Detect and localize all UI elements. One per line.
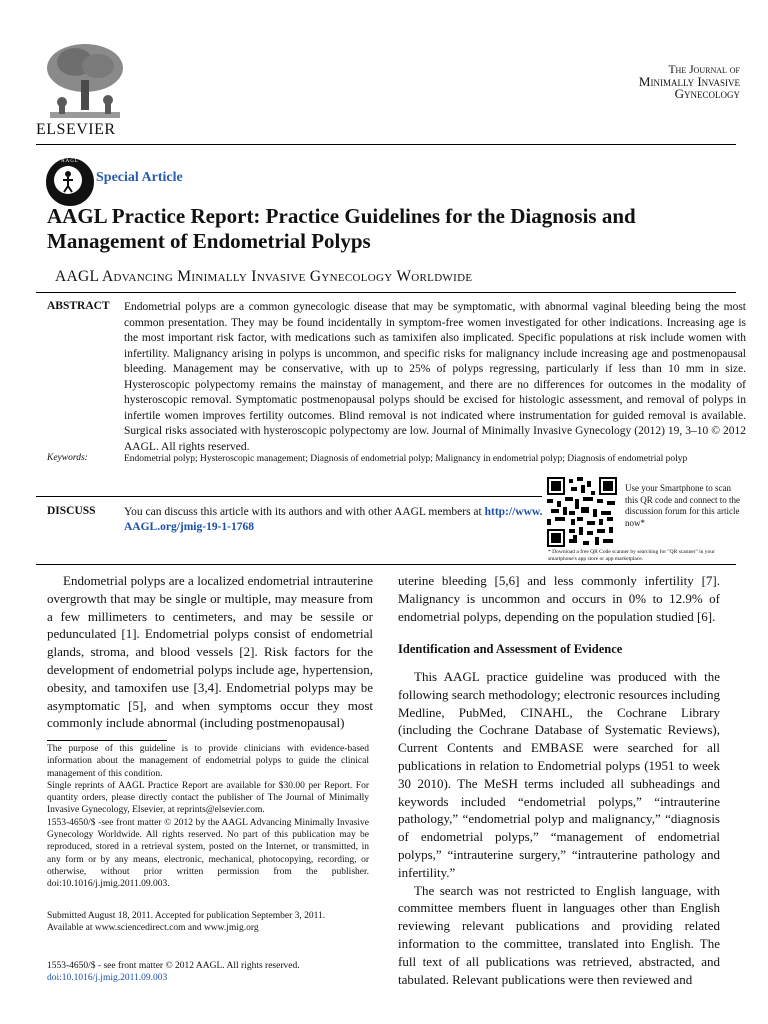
footnote-copyright: 1553-4650/$ -see front matter © 2012 by the AAGL Advancing Minimally Invasive Gynecology Worldwide. All rights reserved. No part of this publication may be reproduced, stored in a retrieval system, posted on the Internet, or transmitted, in any form or by any means, electronic, mechanical, photocopying, recording, or otherwise, without prior written permission from the publisher. doi:10.1016/j.jmig.2011.09.003. [47,817,369,890]
body-paragraph: Endometrial polyps are a localized endometrial intrauterine overgrowth that may be single or multiple, may measure from a few millimeters to centimeters, and may be sessile or pedunculated [1]. Endometrial polyps consist of endometrial glands, stroma, and blood vessels [2]. Risk factors for the development of endometrial polyps include age, hypertension, obesity, and tamoxifen use [3,4]. Endometrial polyps may be asymptomatic [5], and when symptoms occur they most commonly include abnormal (including postmenopausal) [47,573,373,731]
footnote-rule [47,740,167,741]
badge-text: AAGL [61,159,79,164]
body-left-column [47,572,373,732]
article-title: AAGL Practice Report: Practice Guidelines for the Diagnosis and Management of Endometrial Polyps [47,204,636,253]
article-type: Special Article [96,170,183,185]
footnote-reprints: Single reprints of AAGL Practice Report are available for $30.00 per Report. For quantity orders, please directly contact the publisher of The Journal of Minimally Invasive Gynecology, Elsevier, at reprints@elsevier.com. [47,780,369,816]
front-matter-line: 1553-4650/$ - see front matter © 2012 AAGL. All rights reserved. [47,961,300,971]
journal-line1: The Journal of [668,64,740,76]
submitted-dates: Submitted August 18, 2011. Accepted for publication September 3, 2011. [47,911,326,921]
author-rule [36,292,736,293]
footnotes [47,743,369,891]
discuss-intro: You can discuss this article with its authors and with other AAGL members at [124,506,485,518]
keywords-label: Keywords: [47,453,88,463]
figure-icon [54,166,82,194]
body-paragraph: uterine bleeding [5,6] and less commonly infertility [7]. Malignancy is uncommon and occurs in 0% to 12.9% of endometrial polyps, depending on the population studied [6]. [398,573,720,624]
doi-link[interactable]: doi:10.1016/j.jmig.2011.09.003 [47,973,168,984]
section-heading: Identification and Assessment of Evidence [398,642,623,656]
body-paragraph: This AAGL practice guideline was produced with the following search methodology; electronic resources including Medline, PubMed, CINAHL, the Cochrane Library (including the Cochrane Database of Systematic Reviews), Current Contents and EMBASE were searched for all publications in relation to Endometrial polyps (1951 to week 30 2010). The MeSH terms included all subheadings and keywords included “endometrial polyps,” “intrauterine pathology,” “endometrial polyp and malignancy,” “diagnosis of endometrial polyps,” “management of endometrial polyps,” “intrauterine surgery,” “intrauterine pathology and infertility.” [398,669,720,880]
front-matter [47,960,369,985]
footnote-purpose: The purpose of this guideline is to provide clinicians with evidence-based information about the management of endometrial polyps to guide the clinical management of this condition. [47,744,369,779]
body-right-column-top [398,572,720,625]
qr-instructions: Use your Smartphone to scan this QR code and connect to the discussion forum for this article now* [625,483,740,528]
keywords-text: Endometrial polyp; Hysteroscopic management; Diagnosis of endometrial polyp; Malignancy in endometrial polyp; Diagnosis of endometrial polyp [124,454,688,464]
discuss-label: DISCUSS [47,505,96,517]
discuss-rule-bottom [36,564,736,565]
header-rule [36,144,736,145]
body-paragraph: The search was not restricted to English language, with committee members fluent in languages other than English reviewing relevant publications and providing related information to the committee, translated into English. The full text of all publications was retrieved, abstracted, and tabulated. Relevant publications were then reviewed and [398,882,720,987]
abstract-text: Endometrial polyps are a common gynecologic disease that may be symptomatic, with abnormal vaginal bleeding being the most common presentation. They may be found incidentally in symptom-free women investigated for other indications. Increasing age is the most important risk factor, with medications such as tamixifen also implicated. Specific populations at risk include women with infertility. Malignancy arising in polyps is uncommon, and specific risks for malignancy include increasing age and postmenopausal bleeding. Management may be conservative, with up to 25% of polyps regressing, particularly if less than 10 mm in size. Hysteroscopic polypectomy remains the mainstay of management, and there are no differences for outcomes in the modality of hysteroscopic removal. Symptomatic postmenopausal polyps should be excised for histologic assessment, and removal of polyps in infertile women improves fertility outcomes. Blind removal is not indicated where instrumentation for guided removal is available. Surgical risks associated with hysteroscopic polypectomy are low. Journal of Minimally Invasive Gynecology (2012) 19, 3–10 © 2012 AAGL. All rights reserved. [124,301,746,453]
badge-inner [54,166,82,194]
journal-name [639,64,740,100]
discuss-text [124,505,544,535]
body-right-column [398,668,720,988]
qr-code-icon[interactable] [547,477,617,547]
qr-footnote: * Download a free QR Code scanner by searching for "QR scanner" in your smartphone's app store or app marketplace. [548,549,715,562]
abstract-label: ABSTRACT [47,300,110,312]
discuss-link[interactable]: http://www.AAGL.org/jmig-19-1-1768 [124,506,543,533]
aagl-badge-icon [46,158,94,206]
journal-line3: Gynecology [674,86,740,101]
elsevier-tree-logo [40,40,130,120]
article-authors: AAGL Advancing Minimally Invasive Gynecology Worldwide [55,268,473,285]
discuss-rule-top [36,496,542,497]
availability: Available at www.sciencedirect.com and www.jmig.org [47,923,259,934]
journal-line2: Minimally Invasive [638,74,740,89]
submission-info [47,910,369,935]
publisher-name: ELSEVIER [36,121,116,138]
